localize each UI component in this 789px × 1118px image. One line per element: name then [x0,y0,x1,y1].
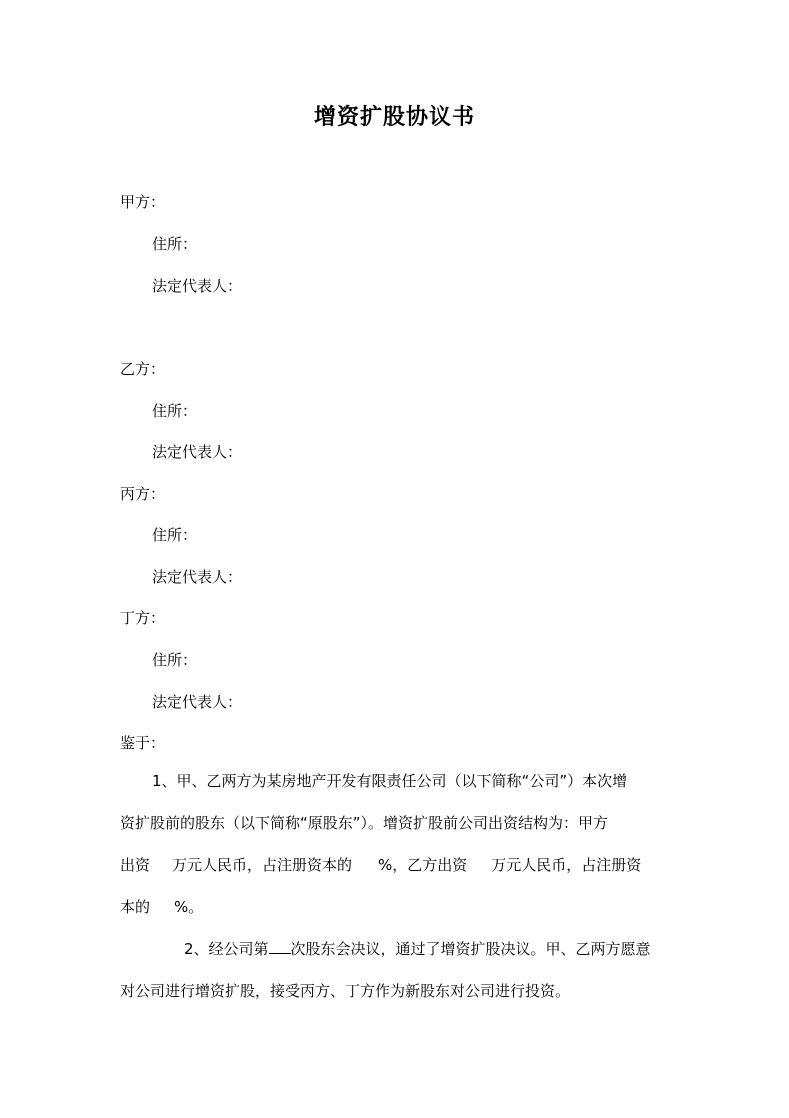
party-a-label: 甲方： [120,193,166,211]
party-a-address: 住所： [152,235,198,253]
clause-1-text: 本的 [120,898,151,916]
clause-1-text: %。 [174,898,204,916]
clause-1-text: 万元人民币，占注册资本的 [172,856,353,874]
party-a-representative: 法定代表人： [152,277,243,295]
party-d-label: 丁方： [120,609,166,627]
party-c-representative: 法定代表人： [152,568,243,586]
clause-2-text: 次股东会决议，通过了增资扩股决议。甲、乙两方愿意 [290,940,651,958]
clause-2-line-2: 对公司进行增资扩股，接受丙方、丁方作为新股东对公司进行投资。 [120,982,571,1000]
clause-1-line-4 [120,886,675,928]
party-d-address: 住所： [152,651,198,669]
clause-1-line-2: 资扩股前的股东（以下简称“原股东”）。增资扩股前公司出资结构为：甲方 [120,814,609,832]
party-b-address: 住所： [152,402,198,420]
clause-2-line-1 [120,928,675,970]
party-d-representative: 法定代表人： [152,693,243,711]
clause-1-line-1: 1、甲、乙两方为某房地产开发有限责任公司（以下简称“公司”）本次增 [152,772,628,790]
party-c-address: 住所： [152,526,198,544]
clause-2-text: 2、经公司第 [184,940,269,958]
clause-1-text: 万元人民币，占注册资 [491,856,642,874]
clause-1-text: %，乙方出资 [378,856,468,874]
document-title: 增资扩股协议书 [313,104,475,130]
clause-2 [120,928,675,1012]
whereas-heading: 鉴于： [120,734,166,752]
party-c-label: 丙方： [120,485,166,503]
clause-1-text: 出资 [120,856,151,874]
party-b-label: 乙方： [120,360,166,378]
clause-1 [120,760,675,928]
blank-underline [269,939,291,954]
party-b-representative: 法定代表人： [152,443,243,461]
clause-1-line-3 [120,844,675,886]
